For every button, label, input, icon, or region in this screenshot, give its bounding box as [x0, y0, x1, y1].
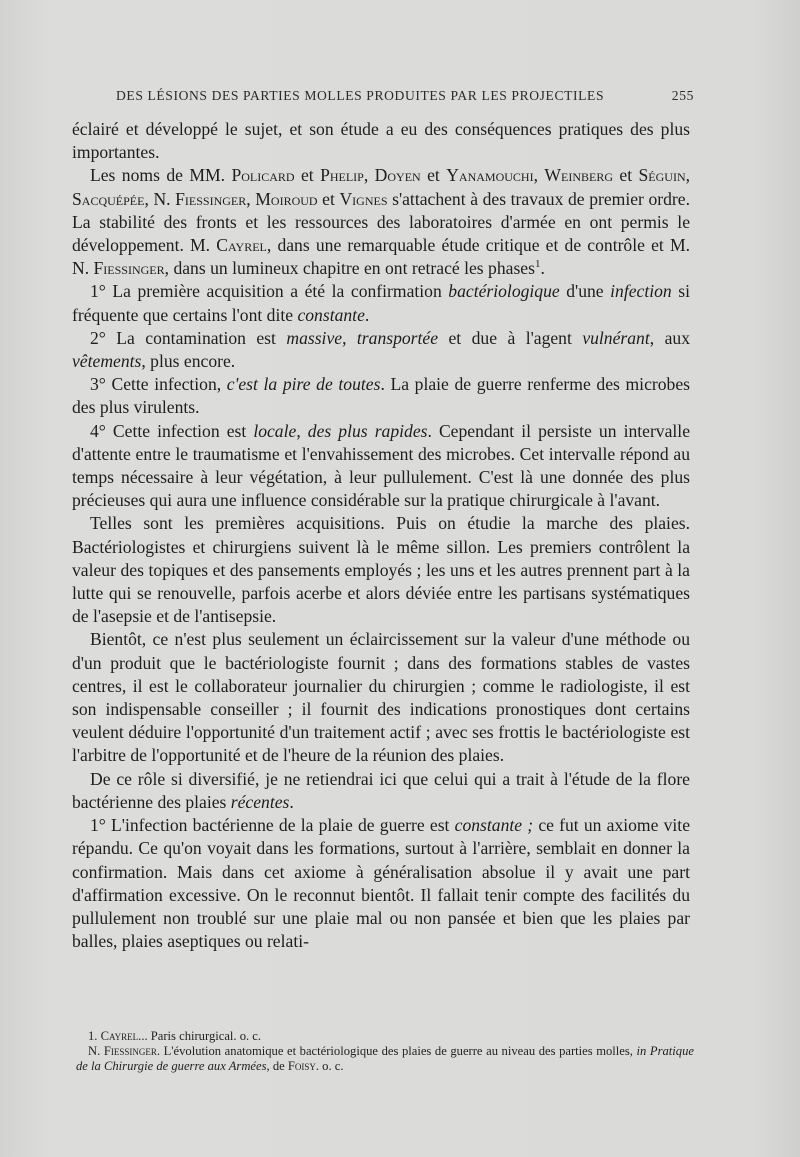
body-text: [72, 118, 690, 953]
author-name: Séguin: [638, 165, 686, 186]
paragraph: 4° Cette infection est locale, des plus rapides. Cependant il persiste un intervalle d'attente entre le traumatisme et l'envahissement des microbes. Cet intervalle répond au temps nécessaire à leur végétation, à leur pullulement. C'est là une donnée des plus précieuses qui aura une influence considérable sur la pratique chirurgicale à l'avant.: [72, 420, 690, 511]
author-name: Fiessinger: [93, 258, 165, 279]
author-name: Foisy: [287, 1059, 316, 1073]
footnotes: [76, 1029, 694, 1074]
author-name: Moiroud: [255, 188, 318, 209]
paragraph: éclairé et développé le sujet, et son étude a eu des conséquences pratiques des plus importantes.: [72, 119, 690, 163]
footnote-ref: 1: [534, 258, 541, 271]
paragraph: Les noms de MM. Policard et Phelip, Doyen et Yanamouchi, Weinberg et Séguin, Sacquépée, N. Fiessinger, Moiroud et Vignes s'attachent à des travaux de premier ordre. La stabilité des fronts et les ressources des laboratoires d'armée en ont permis le développement. M. Cayrel, dans une remarquable étude critique et de contrôle et M. N. Fiessinger, dans un lumineux chapitre en ont retracé les phases$^1$.: [72, 165, 691, 279]
paragraph: De ce rôle si diversifié, je ne retiendrai ici que celui qui a trait à l'étude de la flore bactérienne des plaies récentes.: [72, 768, 690, 812]
author-name: Weinberg: [544, 165, 613, 186]
paragraph: 1° L'infection bactérienne de la plaie de guerre est constante ; ce fut un axiome vite répandu. Ce qu'on voyait dans les formations, surtout à l'arrière, semblait en donner la confirmation. Mais dans cet axiome à généralisation absolue il y avait une part d'affirmation excessive. On le reconnut bientôt. Il fallait tenir compte des facilités du pullulement non troublé sur une plaie mal ou non pansée et bien que les plaies par balles, plaies aseptiques ou relati-: [72, 815, 690, 952]
paragraph: 3° Cette infection, c'est la pire de toutes. La plaie de guerre renferme des microbes des plus virulents.: [72, 374, 690, 418]
author-name: Doyen: [374, 165, 421, 186]
paragraph: 1° La première acquisition a été la confirmation bactériologique d'une infection si fréquente que certains l'ont dite constante.: [72, 281, 690, 325]
author-name: Phelip: [320, 165, 364, 186]
author-name: Policard: [231, 165, 295, 186]
paragraph: Bientôt, ce n'est plus seulement un éclaircissement sur la valeur d'une méthode ou d'un produit que le bactériologiste fournit ; dans des formations stables de vastes centres, il est le collaborateur journalier du chirurgien ; comme le radiologiste, il est son indispensable conseiller ; il fournit des indications pronostiques dont certains veulent déduire l'opportunité d'un traitement actif ; avec ses frottis le bactériologiste est l'arbitre de l'opportunité et de l'heure de la réunion des plaies.: [72, 629, 690, 766]
footnote: 1. Cayrel... Paris chirurgical. o. c.: [88, 1029, 262, 1043]
author-name: Cayrel: [216, 235, 267, 256]
running-title: DES LÉSIONS DES PARTIES MOLLES PRODUITES PAR LES PROJECTILES: [116, 88, 605, 103]
author-name: Yanamouchi: [446, 165, 534, 186]
page-number: 255: [671, 88, 694, 103]
paragraph: 2° La contamination est massive, transportée et due à l'agent vulnérant, aux vêtements, plus encore.: [72, 327, 690, 372]
author-name: Vignes: [339, 188, 388, 209]
running-header: [116, 88, 694, 104]
author-name: Sacquépée: [72, 188, 145, 209]
author-name: Fiessinger: [103, 1044, 157, 1058]
author-name: Fiessinger: [175, 188, 247, 209]
author-name: Cayrel: [100, 1029, 139, 1043]
footnote: N. Fiessinger. L'évolution anatomique et bactériologique des plaies de guerre au niveau des parties molles, in Pratique de la Chirurgie de guerre aux Armées, de Foisy. o. c.: [76, 1044, 694, 1073]
paragraph: Telles sont les premières acquisitions. Puis on étudie la marche des plaies. Bactériologistes et chirurgiens suivent là le même sillon. Les premiers contrôlent la valeur des topiques et des pansements employés ; les uns et les autres prennent part à la lutte qui se renouvelle, parfois acerbe et alors déviée entre les partisans systématiques de l'asepsie et de l'antisepsie.: [72, 513, 690, 627]
